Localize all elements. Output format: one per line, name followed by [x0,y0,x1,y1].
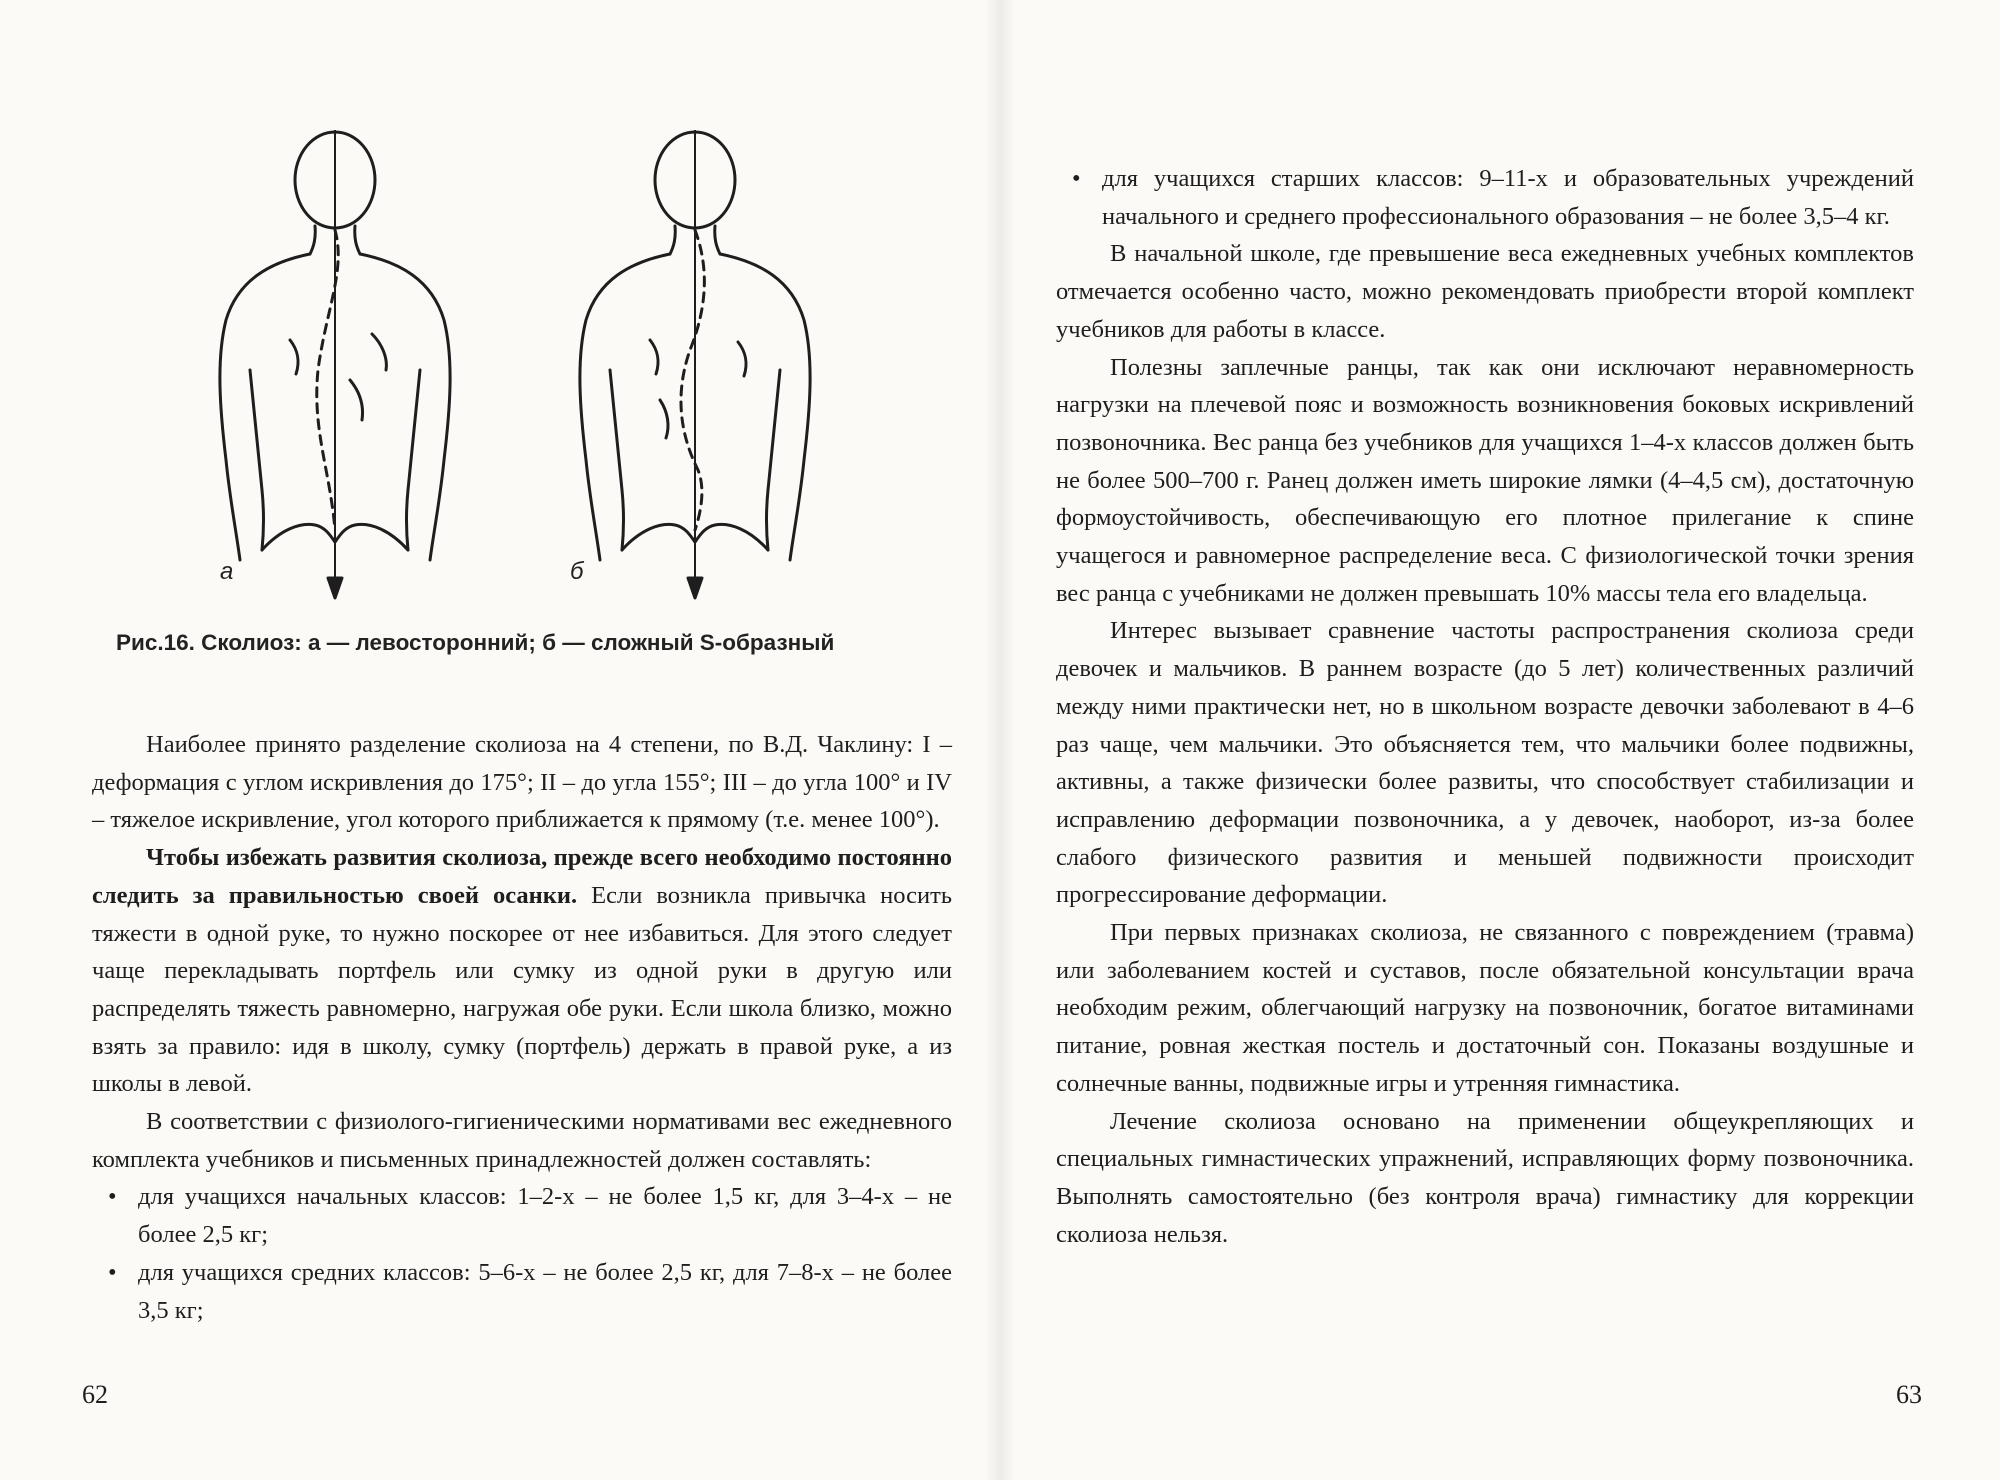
bullet-list [92,1178,952,1329]
right-page-text [1056,160,1914,1253]
figure-a-torso [220,130,450,598]
figure-b-torso [580,130,810,598]
scoliosis-illustration [150,130,930,620]
paragraph: Наиболее принято разделение сколиоза на 4 степени, по В.Д. Чаклину: I – деформация с углом искривления до 175°; II – до угла 155°; III – до угла 100° и IV – тяжелое искривление, угол которого приближается к прямому (т.е. менее 100°). [92,731,952,834]
bold-lead-text: Чтобы избежать развития сколиоза, прежде всего необходимо постоянно следить за правильностью своей осанки. [92,844,952,909]
left-page-text [92,726,952,1329]
figure-label-b: б [570,558,584,585]
page-number: 62 [82,1380,108,1409]
paragraph: Лечение сколиоза основано на применении общеукрепляющих и специальных гимнастических упражнений, исправляющих форму позвоночника. Выполнять самостоятельно (без контроля врача) гимнастику для коррекции сколиоза нельзя. [1056,1107,1914,1248]
scoliosis-figure [150,130,930,620]
page-number: 63 [1896,1380,1922,1409]
list-item: • для учащихся начальных классов: 1–2-х – не более 1,5 кг, для 3–4-х – не более 2,5 кг; [92,1178,952,1253]
list-item: • для учащихся средних классов: 5–6-х – не более 2,5 кг, для 7–8-х – не более 3,5 кг; [92,1254,952,1329]
list-item: • для учащихся старших классов: 9–11-х и образовательных учреждений начального и среднего профессионального образования – не более 3,5–4 кг. [1056,160,1914,235]
figure-caption: Рис.16. Сколиоз: а — левосторонний; б — сложный S-образный [116,630,835,655]
bullet-list [1056,160,1914,235]
paragraph-bold-lead [92,839,952,1103]
right-page [1000,0,2000,1480]
paragraph: При первых признаках сколиоза, не связанного с повреждением (травма) или заболеванием костей и суставов, после обязательной консультации врача необходим режим, облегчающий нагрузку на позвоночник, богатое витаминами питание, ровная жесткая постель и достаточный сон. Показаны воздушные и солнечные ванны, подвижные игры и утренняя гимнастика. [1056,919,1914,1097]
paragraph: Полезны заплечные ранцы, так как они исключают неравномерность нагрузки на плечевой пояс и возможность возникновения боковых искривлений позвоночника. Вес ранца без учебников для учащихся 1–4-х классов должен быть не более 500–700 г. Ранец должен иметь широкие лямки (4–4,5 см), достаточную формоустойчивость, обеспечивающую его плотное прилегание к спине учащегося и равномерное распределение веса. С физиологической точки зрения вес ранца с учебниками не должен превышать 10% массы тела его владельца. [1056,353,1914,607]
paragraph: В соответствии с физиолого-гигиеническими нормативами вес ежедневного комплекта учебников и письменных принадлежностей должен составлять: [92,1108,952,1173]
figure-label-a: а [220,558,234,585]
paragraph: Интерес вызывает сравнение частоты распространения сколиоза среди девочек и мальчиков. В раннем возрасте (до 5 лет) количественных различий между ними практически нет, но в школьном возрасте девочки заболевают в 4–6 раз чаще, чем мальчики. Это объясняется тем, что мальчики более подвижны, активны, а также физически более развиты, что способствует стабилизации и исправлению деформации позвоночника, а у девочек, наоборот, из-за более слабого физического развития и меньшей подвижности происходит прогрессирование деформации. [1056,617,1914,909]
paragraph: В начальной школе, где превышение веса ежедневных учебных комплектов отмечается особенно часто, можно рекомендовать приобрести второй комплект учебников для работы в классе. [1056,240,1914,343]
paragraph-rest-text: Если возникла привычка носить тяжести в одной руке, то нужно поскорее от нее избавиться. Для этого следует чаще перекладывать портфель или сумку из одной руки в другую или распределять тяжесть равномерно, нагружая обе руки. Если школа близко, можно взять за правило: идя в школу, сумку (портфель) держать в правой руке, а из школы в левой. [92,881,952,1098]
